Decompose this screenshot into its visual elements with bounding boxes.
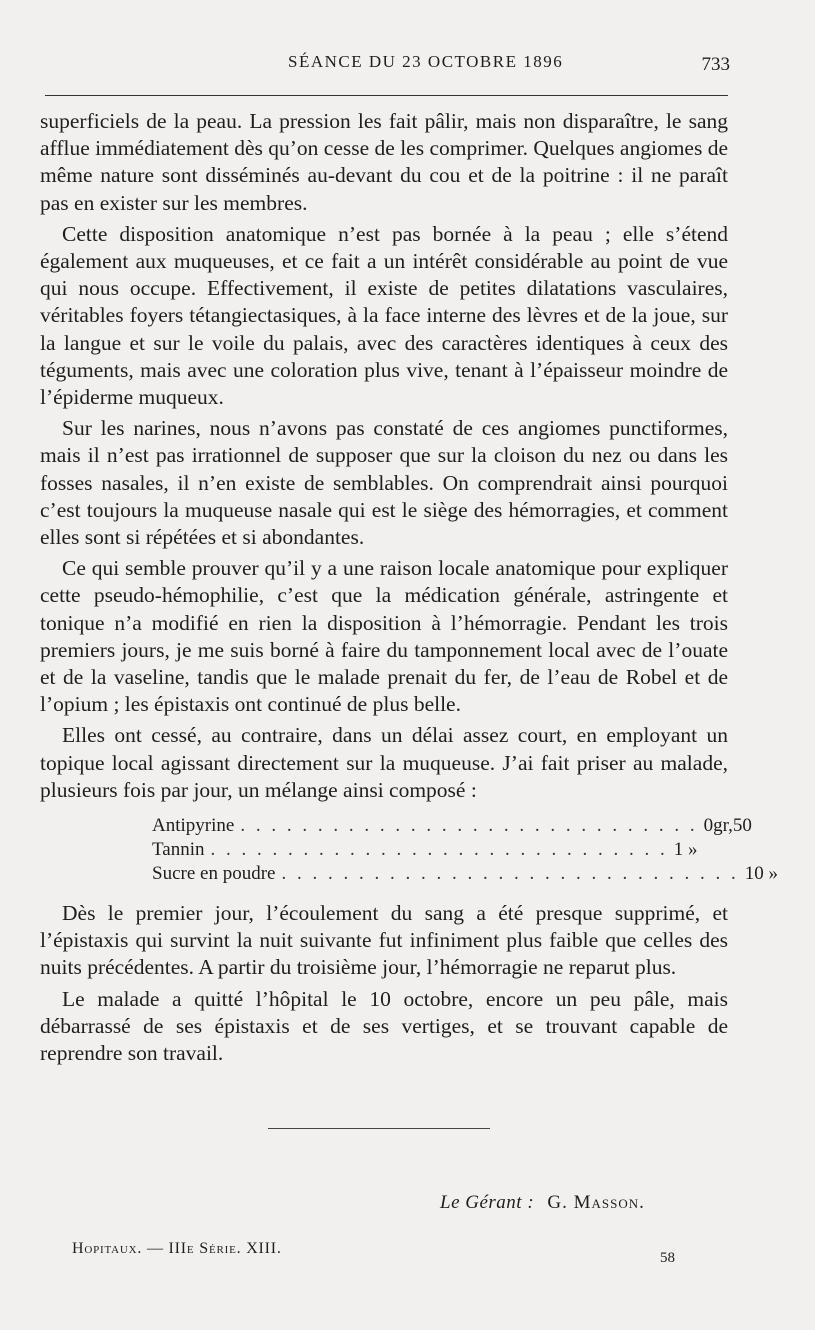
leader-dots: . . . . . . . . . . . . . . . . . . . . . . . . . . . . . .	[240, 815, 698, 837]
recipe-item-name: Antipyrine	[152, 815, 235, 837]
page-header	[40, 52, 730, 82]
section-divider	[268, 1128, 490, 1129]
paragraph-4: Ce qui semble prouver qu’il y a une raison locale anatomique pour expliquer cette pseudo-hémophilie, c’est que la médication générale, astringente et tonique n’a modifié en rien la disposition à l’hémorragie. Pendant les trois premiers jours, je me suis borné à faire du tamponnement local avec de l’ouate et de la vaseline, tandis que le malade prenait du fer, de l’eau de Robel et de l’opium ; les épistaxis ont continué de plus belle.	[40, 556, 728, 717]
signature-label: Le Gérant :	[440, 1192, 535, 1213]
recipe-item	[152, 838, 698, 862]
paragraph-7: Le malade a quitté l’hôpital le 10 octobre, encore un peu pâle, mais débarrassé de ses épistaxis et de ses vertiges, et se trouvant capable de reprendre son travail.	[40, 986, 728, 1066]
paragraph-5: Elles ont cessé, au contraire, dans un délai assez court, en employant un topique local agissant directement sur la muqueuse. J’ai fait priser au malade, plusieurs fois par jour, un mélange ainsi composé :	[40, 723, 728, 802]
leader-dots: . . . . . . . . . . . . . . . . . . . . . . . . . . . . . .	[210, 839, 668, 861]
paragraph-2: Cette disposition anatomique n’est pas bornée à la peau ; elle s’étend également aux muqueuses, et ce fait a un intérêt considérable au point de vue qui nous occupe. Effectivement, il existe de petites dilatations vasculaires, véritables foyers tétangiectasiques, à la face interne des lèvres et de la joue, sur la langue et sur le voile du palais, avec des caractères identiques à ceux des téguments, mais avec une coloration plus vive, tenant à l’épaisseur moindre de l’épiderme muqueux.	[40, 221, 728, 410]
recipe-item	[152, 814, 752, 838]
signature	[440, 1192, 645, 1214]
footer-signature-mark: 58	[660, 1250, 675, 1266]
recipe-item-name: Sucre en poudre	[152, 863, 276, 885]
body-text	[40, 108, 778, 1067]
recipe-item-qty: 1 »	[673, 839, 698, 861]
footer-series: Hopitaux. — IIIe Série. XIII.	[72, 1240, 282, 1257]
paragraph-6: Dès le premier jour, l’écoulement du sang a été presque supprimé, et l’épistaxis qui survint la nuit suivante fut infiniment plus faible que celles des nuits précédentes. A partir du troisième jour, l’hémorragie ne reparut plus.	[40, 901, 728, 980]
paragraph-3: Sur les narines, nous n’avons pas constaté de ces angiomes punctiformes, mais il n’est pas irrationnel de supposer que sur la cloison du nez ou dans les fosses nasales, il n’en existe de semblables. On comprendrait ainsi pourquoi c’est toujours la muqueuse nasale qui est le siège des hémorragies, et comment elles sont si répétées et si abondantes.	[40, 416, 728, 550]
paragraph-1: superficiels de la peau. La pression les fait pâlir, mais non disparaître, le sang afflue immédiatement dès qu’on cesse de les comprimer. Quelques angiomes de même nature sont disséminés au-devant du cou et de la poitrine : il ne paraît pas en exister sur les membres.	[40, 109, 728, 215]
header-rule	[45, 95, 728, 96]
running-title: SÉANCE DU 23 OCTOBRE 1896	[288, 52, 564, 71]
recipe-list	[152, 814, 778, 886]
recipe-item-qty: 10 »	[744, 863, 778, 885]
signature-name: G. Masson.	[547, 1192, 645, 1213]
recipe-item	[152, 862, 778, 886]
recipe-item-name: Tannin	[152, 839, 205, 861]
recipe-item-qty: 0gr,50	[703, 815, 752, 837]
leader-dots: . . . . . . . . . . . . . . . . . . . . . . . . . . . . . .	[281, 863, 739, 885]
page-number: 733	[701, 54, 730, 75]
